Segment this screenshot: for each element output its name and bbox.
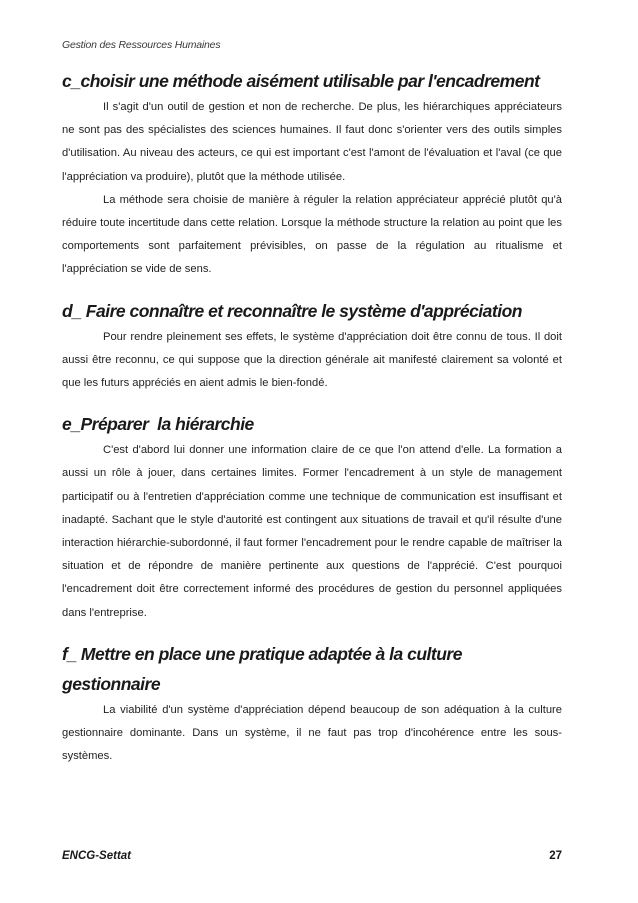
section-title: d_ Faire connaître et reconnaître le système d'appréciation <box>62 300 522 321</box>
section-f <box>62 639 562 769</box>
paragraph: C'est d'abord lui donner une information claire de ce que l'on attend d'elle. La formation a aussi un rôle à jouer, dans certaines limites. Former l'encadrement à un style de management participatif ou à l'entretien d'appréciation comme une technique de communication est insuffisant et inadapté. Sachant que le style d'autorité est contingent aux situations de travail et qu'il résulte d'une interaction hiérarchie-subordonné, il faut former l'encadrement pour le rendre capable de maîtriser la situation et de répondre de manière pertinente aux questions de l'apprécié. C'est pourquoi l'encadrement doit être correctement informé des procédures de gestion du personnel appliquées dans l'entreprise. <box>62 444 562 619</box>
page-body <box>62 66 562 768</box>
paragraph: Il s'agit d'un outil de gestion et non de recherche. De plus, les hiérarchiques appréciateurs ne sont pas des spécialistes des sciences humaines. Il faut donc s'orienter vers des outils simples d'utilisation. Au niveau des acteurs, ce qui est important c'est l'amont de l'évaluation et l'aval (ce que l'appréciation va produire), plutôt que la méthode utilisée. <box>62 101 562 183</box>
page-footer <box>62 850 562 862</box>
paragraph: La viabilité d'un système d'appréciation dépend beaucoup de son adéquation à la culture gestionnaire dominante. Dans un système, il ne faut pas trop d'incohérence entre les sous-systèmes. <box>62 703 562 763</box>
section-d <box>62 296 562 396</box>
section-e <box>62 409 562 625</box>
section-title: c_choisir une méthode aisément utilisable par l'encadrement <box>62 71 540 91</box>
paragraph: Pour rendre pleinement ses effets, le système d'appréciation doit être connu de tous. Il doit aussi être reconnu, ce qui suppose que la direction générale ait manifesté clairement sa volonté et que les futurs appréciés en aient admis le bien-fondé. <box>62 330 562 390</box>
section-title: f_ Mettre en place une pratique adaptée à la culture gestionnaire <box>62 643 462 694</box>
section-title: e_Préparer la hiérarchie <box>62 414 254 435</box>
paragraph: La méthode sera choisie de manière à réguler la relation appréciateur apprécié plutôt qu'à réduire toute incertitude dans cette relation. Lorsque la méthode structure la relation au point que les comportements sont parfaitement prévisibles, on passe de la régulation au ritualisme et l'appréciation se vide de sens. <box>62 193 562 276</box>
page-number: 27 <box>549 850 562 862</box>
running-header: Gestion des Ressources Humaines <box>62 39 221 51</box>
footer-school-name: ENCG-Settat <box>62 850 132 862</box>
section-c <box>62 66 562 282</box>
